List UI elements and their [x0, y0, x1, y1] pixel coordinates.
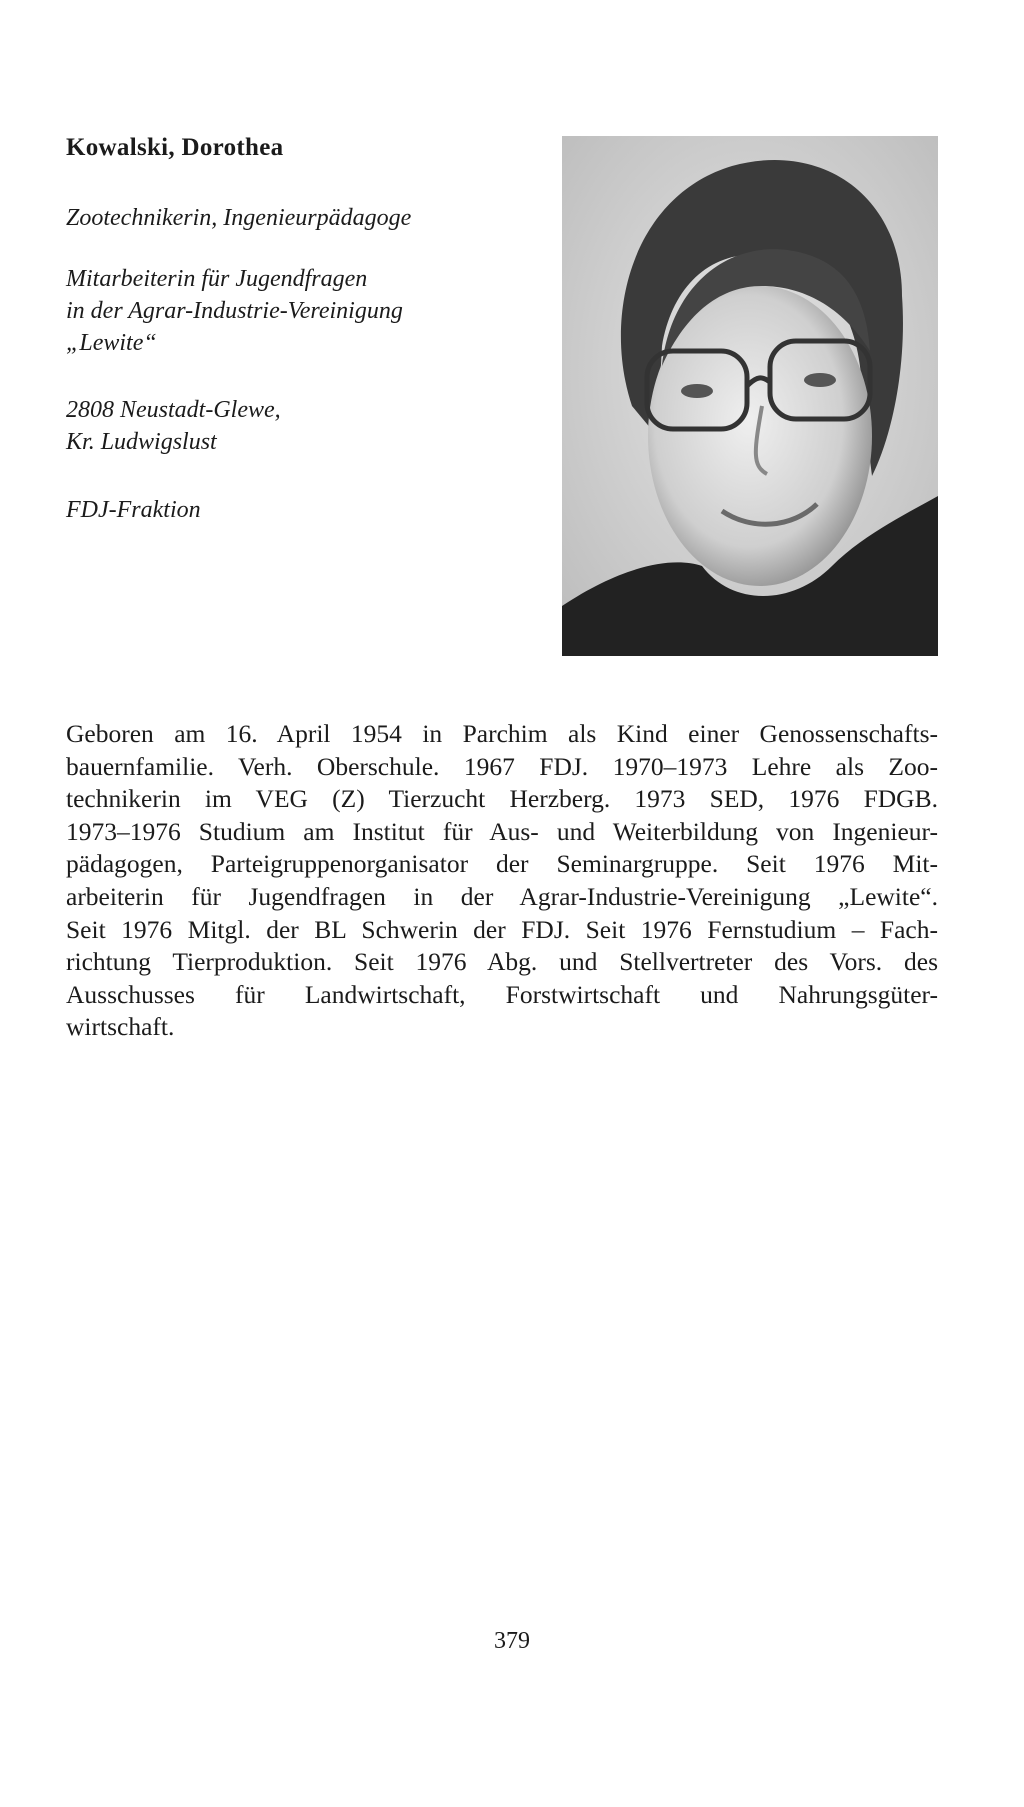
- biography-line: wirtschaft.: [66, 1012, 175, 1042]
- parliamentary-fraction: [66, 494, 201, 526]
- occupation-text: Zootechnikerin, Ingenieurpädagoge: [66, 205, 412, 231]
- position-line: in der Agrar-Industrie-Vereinigung: [66, 298, 403, 324]
- position-line: Mitarbeiterin für Jugendfragen: [66, 266, 368, 292]
- address-line: Kr. Ludwigslust: [66, 429, 217, 455]
- biography-line: pädagogen, Parteigruppenorganisator der Seminargruppe. Seit 1976 Mit-: [66, 849, 938, 879]
- biography-line: bauernfamilie. Verh. Oberschule. 1967 FDJ. 1970–1973 Lehre als Zoo-: [66, 751, 938, 781]
- address-line: 2808 Neustadt-Glewe,: [66, 397, 281, 423]
- biography-line: Geboren am 16. April 1954 in Parchim als Kind einer Genossenschafts-: [66, 719, 938, 748]
- page-number: 379: [494, 1628, 530, 1654]
- portrait-illustration: [562, 136, 938, 656]
- biography-line: Ausschusses für Landwirtschaft, Forstwirtschaft und Nahrungsgüter-: [66, 979, 938, 1009]
- occupation: [66, 202, 411, 234]
- fraction-text: FDJ-Fraktion: [66, 497, 201, 523]
- address-block: [66, 394, 281, 458]
- person-name: Kowalski, Dorothea: [66, 134, 284, 161]
- biography-line: Seit 1976 Mitgl. der BL Schwerin der FDJ. Seit 1976 Fernstudium – Fach-: [66, 914, 938, 944]
- position-block: [66, 263, 403, 359]
- biography-line: arbeiterin für Jugendfragen in der Agrar-Industrie-Vereinigung „Lewite“.: [66, 881, 938, 911]
- position-line: „Lewite“: [66, 330, 157, 356]
- biography-text: [66, 718, 938, 1044]
- portrait-photo: [562, 136, 938, 656]
- biography-line: richtung Tierproduktion. Seit 1976 Abg. und Stellvertreter des Vors. des: [66, 947, 938, 977]
- biography-line: 1973–1976 Studium am Institut für Aus- und Weiterbildung von Ingenieur-: [66, 816, 938, 846]
- biography-line: technikerin im VEG (Z) Tierzucht Herzberg. 1973 SED, 1976 FDGB.: [66, 784, 938, 814]
